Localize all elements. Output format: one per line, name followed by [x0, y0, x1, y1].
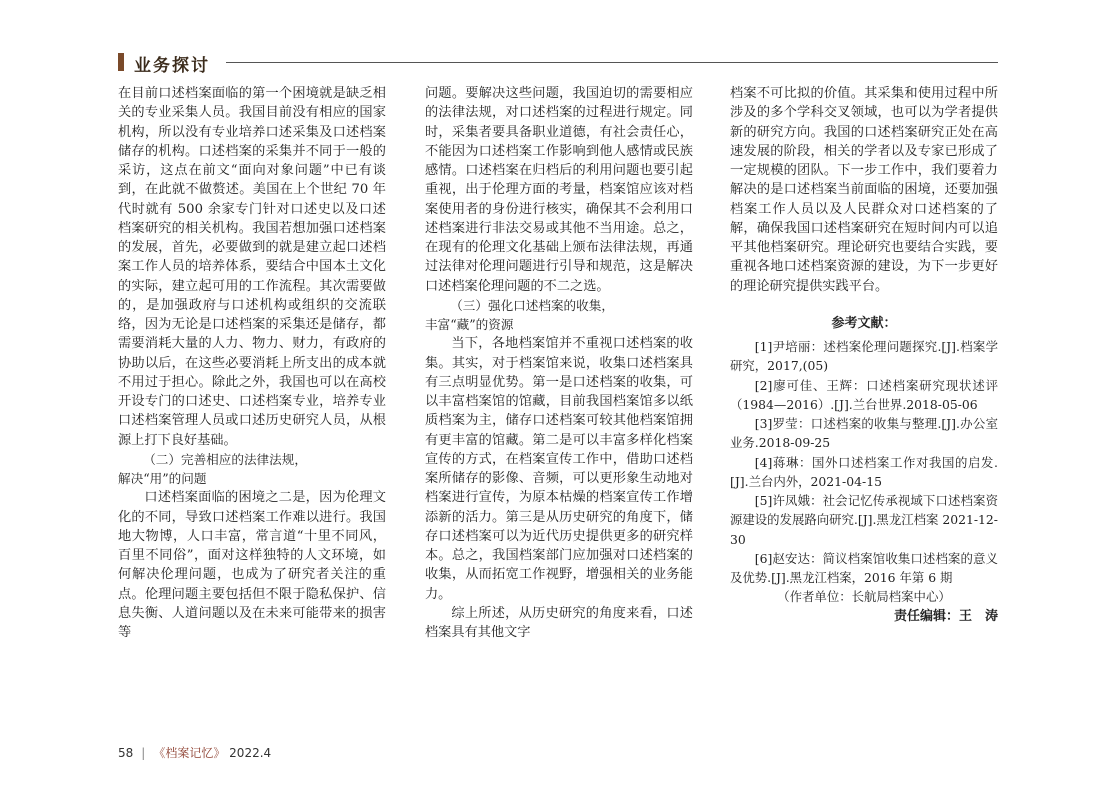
page-number: 58: [118, 746, 134, 760]
reference-item: [4]蒋琳：国外口述档案工作对我国的启发.[J].兰台内外，2021-04-15: [730, 454, 998, 489]
responsible-editor: 责任编辑：王 涛: [893, 608, 998, 624]
journal-name: 《档案记忆》: [153, 746, 226, 760]
page-footer: [118, 744, 271, 761]
subheading-continued: 丰富“藏”的资源: [425, 317, 514, 332]
paragraph: 档案不可比拟的价值。其采集和使用过程中所涉及的多个学科交叉领域，也可以为学者提供新的研究方向。我国的口述档案研究正处在高速发展的阶段，相关的学者以及专家已形成了一定规模的团队。下一步工作中，我们要着力解决的是口述档案当前面临的困境，还要加强档案工作人员以及人民群众对口述档案的了解，确保我国口述档案研究在短时间内可以追平其他档案研究。理论研究也要结合实践，要重视各地口述档案资源的建设，为下一步更好的理论研究提供实践平台。: [730, 86, 998, 294]
references-title: 参考文献：: [831, 315, 897, 331]
paragraph: 问题。要解决这些问题，我国迫切的需要相应的法律法规，对口述档案的过程进行规定。同时，采集者要具备职业道德，有社会责任心，不能因为口述档案工作影响到他人感情或民族感情。口述档案在归档后的利用问题也要引起重视，出于伦理方面的考量，档案馆应该对档案使用者的身份进行核实，确保其不会利用口述档案进行非法交易或其他不当用途。总之，在现有的伦理文化基础上颁布法律法规，再通过法律对伦理问题进行引导和规范，这是解决口述档案伦理问题的不二之选。: [425, 86, 693, 294]
author-unit: （作者单位：长航局档案中心）: [777, 589, 951, 605]
reference-item: [3]罗莹：口述档案的收集与整理.[J].办公室业务.2018-09-25: [730, 416, 998, 451]
subheading: （二）完善相应的法律法规，: [143, 451, 307, 467]
reference-item: [5]许凤娥：社会记忆传承视域下口述档案资源建设的发展路向研究.[J].黑龙江档案 2021-12-30: [730, 493, 998, 547]
text-column-1: [118, 84, 386, 642]
subheading-continued: 解决“用”的问题: [118, 471, 207, 486]
section-title: 业务探讨: [134, 56, 210, 76]
reference-item: [1]尹培丽：述档案伦理问题探究.[J].档案学研究，2017,(05): [730, 339, 998, 374]
subheading: （三）强化口述档案的收集，: [450, 297, 614, 313]
journal-issue: 2022.4: [229, 746, 272, 760]
reference-item: [2]廖可佳、王辉：口述档案研究现状述评（1984—2016）.[J].兰台世界.2018-05-06: [730, 377, 998, 412]
header-divider: [226, 62, 998, 63]
paragraph: 口述档案面临的困境之二是，因为伦理文化的不同，导致口述档案工作难以进行。我国地大物博，人口丰富，常言道“十里不同风，百里不同俗”，面对这样独特的人文环境，如何解决伦理问题，也成为了研究者关注的重点。伦理问题主要包括但不限于隐私保护、信息失衡、人道问题以及在未来可能带来的损害等: [118, 490, 386, 640]
text-column-2: [425, 84, 693, 642]
paragraph: 综上所述，从历史研究的角度来看，口述档案具有其他文字: [425, 605, 693, 640]
page-header: [118, 49, 998, 77]
section-marker: [118, 53, 124, 71]
text-column-3: [730, 84, 998, 626]
reference-item: [6]赵安达：简议档案馆收集口述档案的意义及优势.[J].黑龙江档案，2016 年第 6 期: [730, 550, 998, 585]
paragraph: 在目前口述档案面临的第一个困境就是缺乏相关的专业采集人员。我国目前没有相应的国家机构，所以没有专业培养口述采集及口述档案储存的机构。口述档案的采集并不同于一般的采访，这点在前文“面向对象问题”中已有谈到，在此就不做赘述。美国在上个世纪 70 年代时就有 500 余家专门针对口述史以及口述档案研究的相关机构。我国若想加强口述档案的发展，首先，必要做到的就是建立起口述档案工作人员的培养体系，要结合中国本土文化的实际，建立起可用的工作流程。其次需要做的，是加强政府与口述机构或组织的交流联络，因为无论是口述档案的采集还是储存，都需要消耗大量的人力、物力、财力，有政府的协助以后，在这些必要消耗上所支出的成本就不用过于担心。除此之外，我国也可以在高校开设专门的口述史、口述档案专业，培养专业口述档案管理人员或口述历史研究人员，从根源上打下良好基础。: [118, 86, 386, 448]
paragraph: 当下，各地档案馆并不重视口述档案的收集。其实，对于档案馆来说，收集口述档案具有三点明显优势。第一是口述档案的收集，可以丰富档案馆的馆藏，目前我国档案馆多以纸质档案为主，储存口述档案可较其他档案馆拥有更丰富的馆藏。第二是可以丰富多样化档案宣传的方式，在档案宣传工作中，借助口述档案所储存的影像、音频，可以更形象生动地对档案进行宣传，为原本枯燥的档案宣传工作增添新的活力。第三是从历史研究的角度下，储存口述档案可以为近代历史提供更多的研究样本。总之，我国档案部门应加强对口述档案的收集，从而拓宽工作视野，增强相关的业务能力。: [425, 336, 693, 602]
footer-separator: |: [141, 746, 146, 760]
